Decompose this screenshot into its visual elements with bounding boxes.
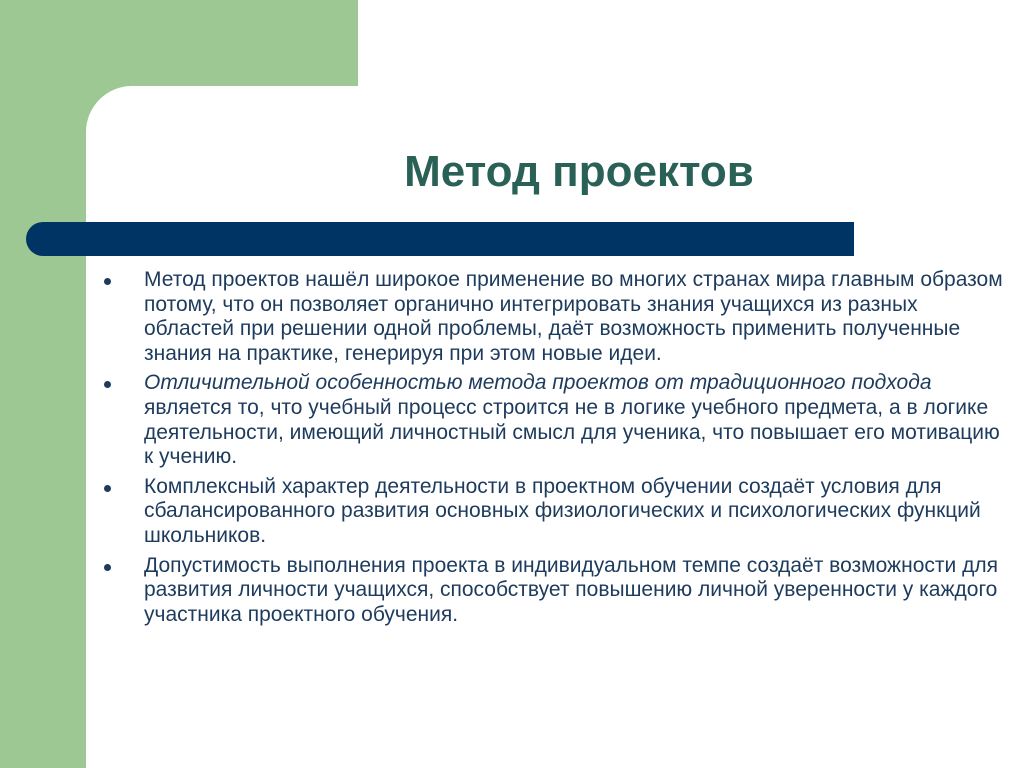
bullet-dot-icon <box>104 381 111 388</box>
bullet-emphasis-text: Отличительной особенностью метода проектов от традиционного подхода <box>144 371 932 395</box>
bullet-text: Метод проектов нашёл широкое применение во многих странах мира главным образом потому, что он позволяет органично интегрировать знания учащихся из разных областей при решении одной проблемы, даёт возможность применить полученные знания на практике, генерируя при этом новые идеи. <box>144 268 1003 365</box>
bullet-item <box>104 475 1004 549</box>
title-divider-bar <box>26 222 854 256</box>
bullet-text: Комплексный характер деятельности в проектном обучении создаёт условия для сбалансированного развития основных физиологических и психологических функций школьников. <box>144 474 981 547</box>
bullet-dot-icon <box>104 564 111 571</box>
bullet-dot-icon <box>104 485 111 492</box>
bullet-item <box>104 268 1004 366</box>
bullet-item <box>104 554 1004 628</box>
bullet-text: является то, что учебный процесс строится не в логике учебного предмета, а в логике деятельности, имеющий личностный смысл для ученика, что повышает его мотивацию к учению. <box>144 395 1000 469</box>
bullet-dot-icon <box>104 278 111 285</box>
bullet-text: Допустимость выполнения проекта в индивидуальном темпе создаёт возможности для развития личности учащихся, способствует повышению личной уверенности у каждого участника проектного обучения. <box>144 553 998 626</box>
bullet-item <box>104 371 1004 469</box>
slide-title: Метод проектов <box>404 147 754 196</box>
bullet-list <box>104 268 1004 632</box>
